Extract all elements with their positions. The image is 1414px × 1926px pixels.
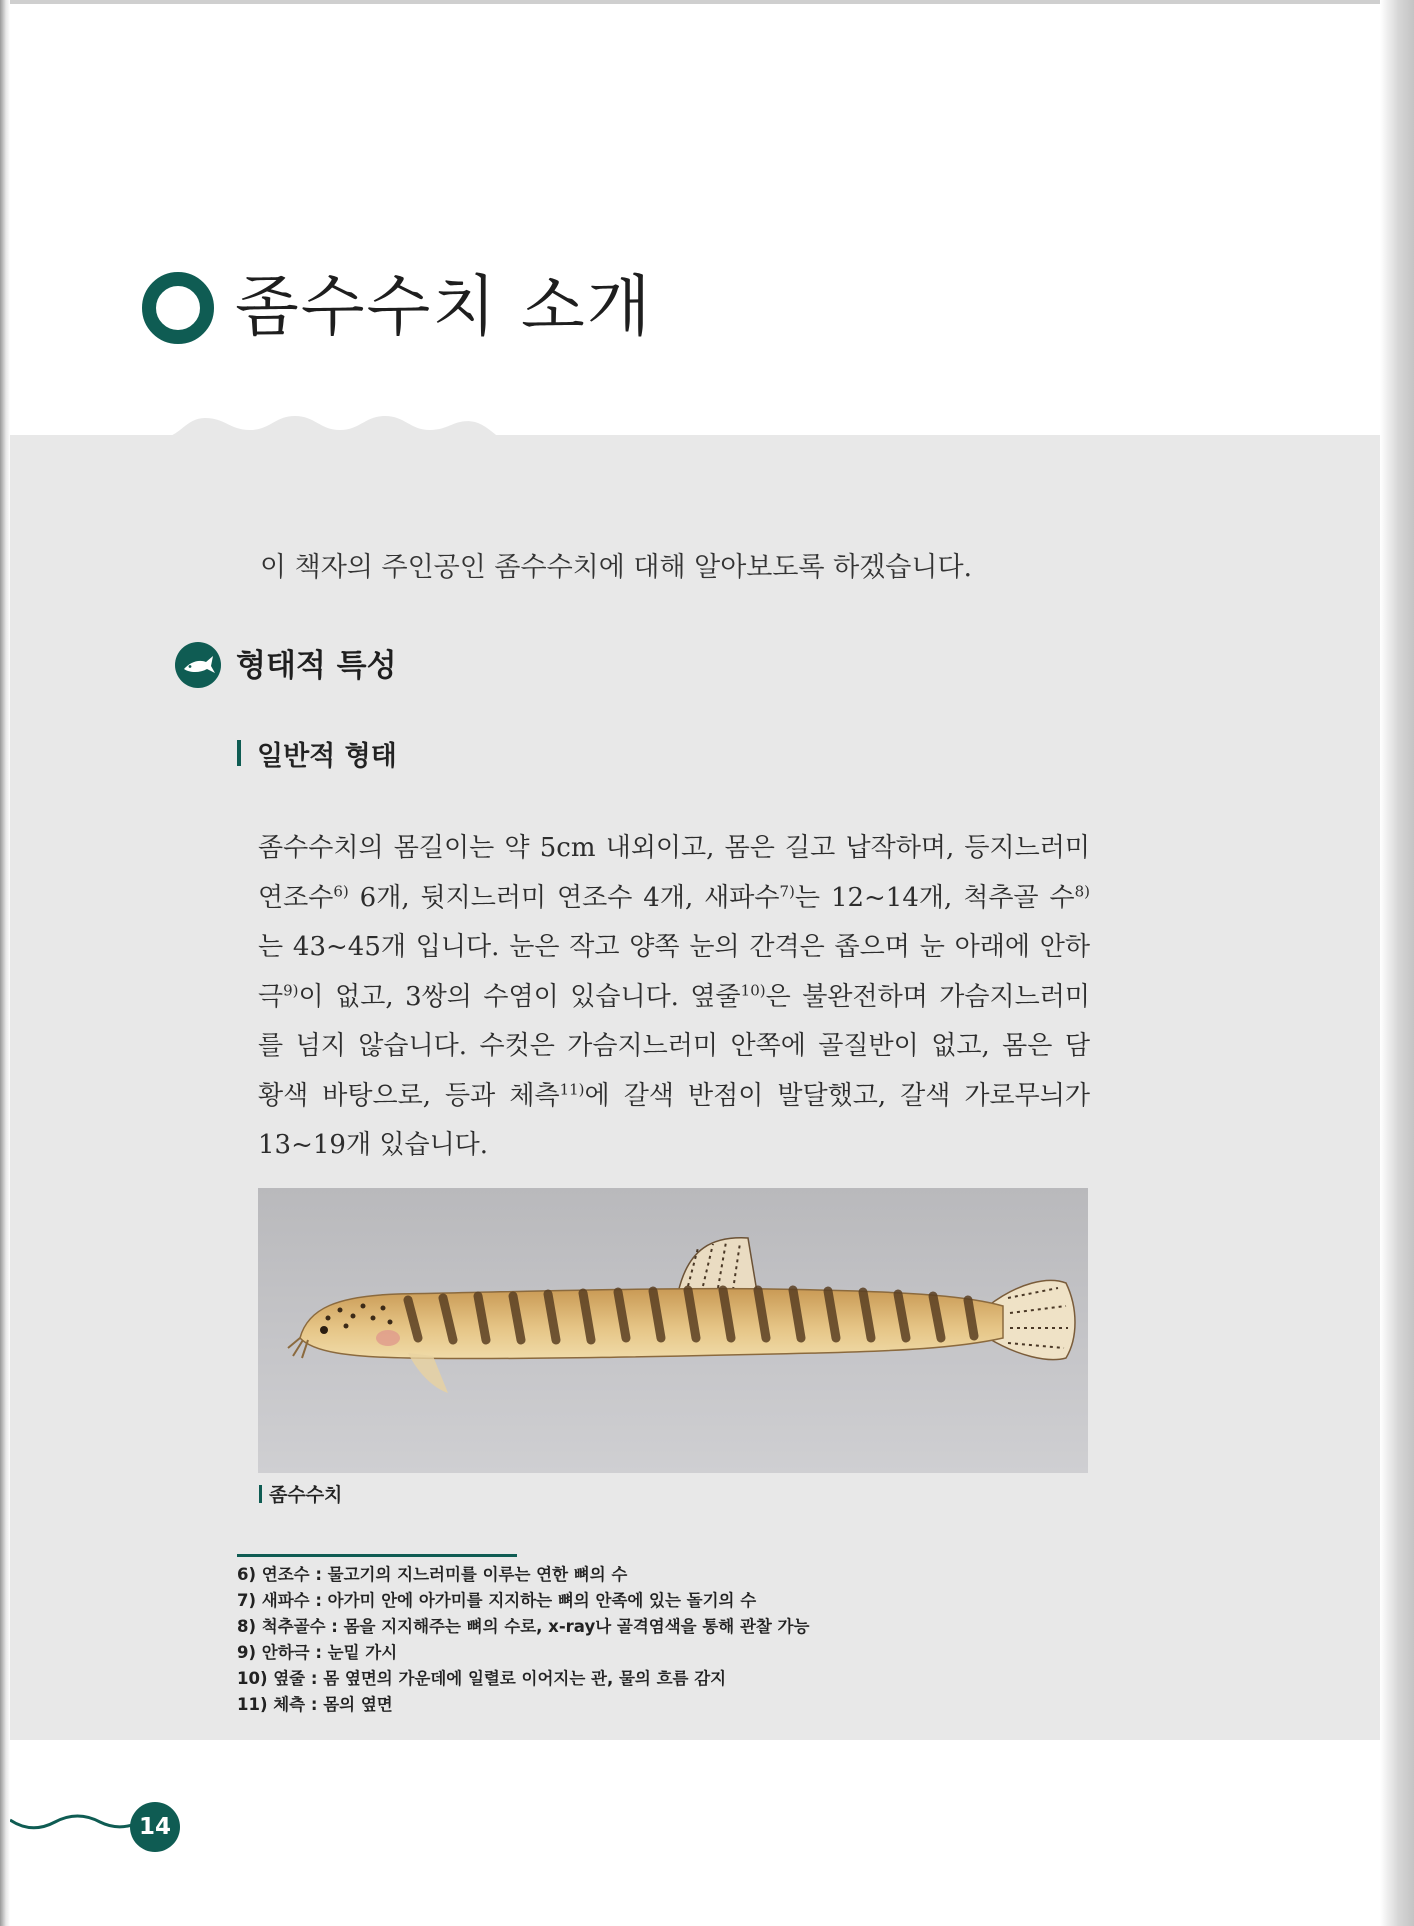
footnote-ref: 6) — [333, 881, 349, 900]
footnote-item: 9) 안하극 : 눈밑 가시 — [237, 1643, 398, 1662]
section-title: 형태적 특성 — [236, 648, 397, 684]
intro-text: 이 책자의 주인공인 좀수수치에 대해 알아보도록 하겠습니다. — [260, 552, 973, 583]
subsection-bar — [237, 740, 241, 766]
page-right-edge — [1380, 0, 1414, 1926]
footnote-divider — [237, 1554, 517, 1557]
footnote-ref: 7) — [779, 881, 795, 900]
body-line — [258, 1072, 1090, 1122]
text-run: 는 12~14개, 척추골 수 — [794, 882, 1075, 913]
text-run: 황색 바탕으로, 등과 체측 — [258, 1080, 560, 1111]
subsection-title: 일반적 형태 — [257, 741, 397, 772]
footnote-item: 6) 연조수 : 물고기의 지느러미를 이루는 연한 뼈의 수 — [237, 1565, 628, 1584]
body-paragraph — [258, 824, 1090, 1171]
footnote-ref: 11) — [559, 1079, 585, 1098]
text-run: 이 없고, 3쌍의 수염이 있습니다. 옆줄 — [298, 981, 741, 1012]
fish-icon — [175, 642, 221, 688]
footnote-item: 8) 척추골수 : 몸을 지지해주는 뼈의 수로, x-ray나 골격염색을 통해 관찰 가능 — [237, 1617, 810, 1636]
footnote-ref: 8) — [1074, 881, 1090, 900]
text-run: 극 — [258, 981, 284, 1012]
body-line — [258, 874, 1090, 924]
body-line: 를 넘지 않습니다. 수컷은 가슴지느러미 안쪽에 골질반이 없고, 몸은 담 — [258, 1031, 1090, 1061]
body-line: 13~19개 있습니다. — [258, 1130, 489, 1160]
footnote-ref: 10) — [740, 980, 766, 999]
page-title: 좀수수치 소개 — [235, 268, 653, 345]
text-run: 은 불완전하며 가슴지느러미 — [765, 981, 1090, 1012]
title-ring-icon — [142, 272, 214, 344]
footnote-item: 11) 체측 : 몸의 옆면 — [237, 1695, 393, 1714]
footnote-ref: 9) — [283, 980, 299, 999]
text-run: 연조수 — [258, 882, 334, 913]
footnote-item: 7) 새파수 : 아가미 안에 아가미를 지지하는 뼈의 안족에 있는 돌기의 수 — [237, 1591, 757, 1610]
footnotes — [237, 1562, 809, 1718]
caption-bar — [259, 1485, 262, 1503]
text-run: 에 갈색 반점이 발달했고, 갈색 가로무늬가 — [584, 1080, 1090, 1111]
footnote-item: 10) 옆줄 : 몸 옆면의 가운데에 일렬로 이어지는 관, 물의 흐름 감지 — [237, 1669, 727, 1688]
page-number: 14 — [130, 1802, 180, 1852]
page-top-edge — [0, 0, 1414, 4]
body-line: 는 43~45개 입니다. 눈은 작고 양쪽 눈의 간격은 좁으며 눈 아래에 안하 — [258, 932, 1090, 962]
body-line — [258, 973, 1090, 1023]
photo-caption: 좀수수치 — [269, 1484, 343, 1506]
page-left-edge — [0, 0, 10, 1926]
fish-photo — [258, 1188, 1088, 1473]
body-line: 좀수수치의 몸길이는 약 5cm 내외이고, 몸은 길고 납작하며, 등지느러미 — [258, 833, 1090, 863]
wave-decoration — [160, 408, 500, 438]
bottom-wave-decoration — [10, 1800, 135, 1840]
text-run: 6개, 뒷지느러미 연조수 4개, 새파수 — [348, 882, 780, 913]
